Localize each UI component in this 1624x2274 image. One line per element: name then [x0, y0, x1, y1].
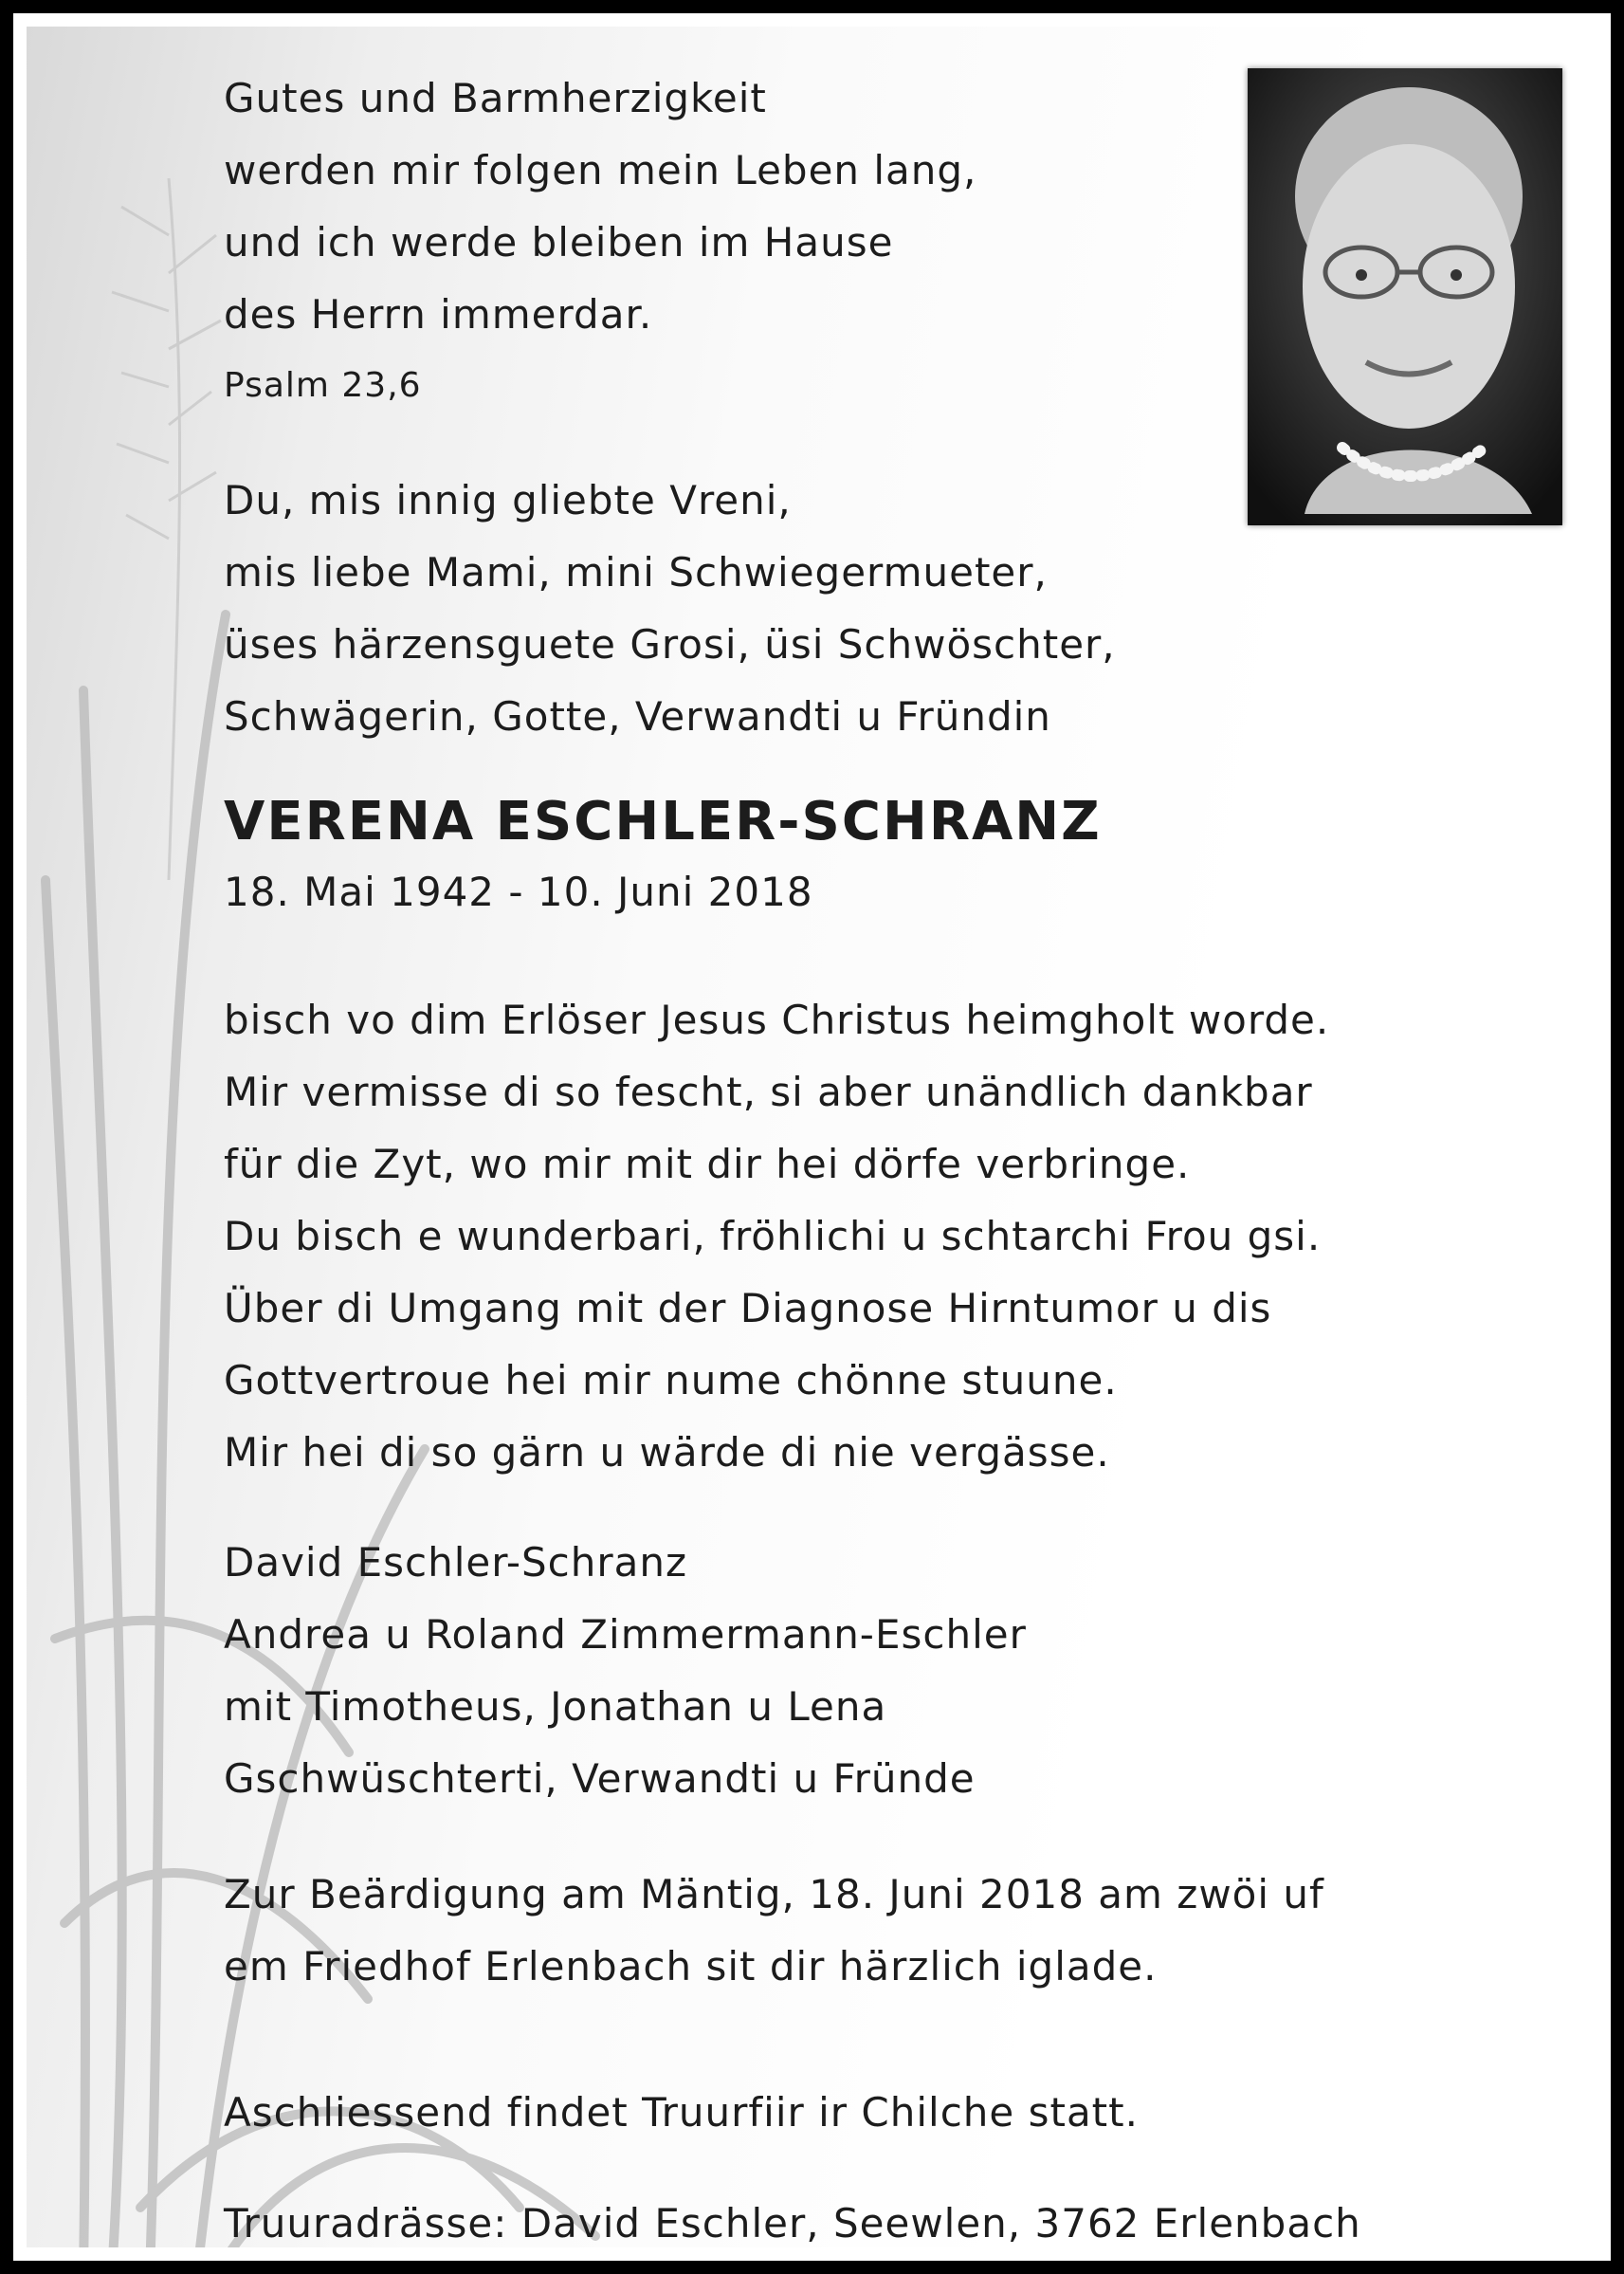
message-line: Mir hei di so gärn u wärde di nie vergässe.: [224, 1429, 1110, 1476]
message-line: für die Zyt, wo mir mit dir hei dörfe verbringe.: [224, 1141, 1191, 1187]
address-block: [224, 465, 1116, 753]
psalm-verse: [224, 63, 976, 351]
portrait-photo-icon: [1248, 68, 1562, 525]
message-line: Du bisch e wunderbari, fröhlichi u schtarchi Frou gsi.: [224, 1213, 1322, 1259]
address-line: Du, mis innig gliebte Vreni,: [224, 477, 792, 523]
message-line: bisch vo dim Erlöser Jesus Christus heimgholt worde.: [224, 997, 1330, 1043]
life-dates: 18. Mai 1942 - 10. Juni 2018: [224, 869, 813, 915]
verse-line: des Herrn immerdar.: [224, 291, 653, 338]
address-line: Schwägerin, Gotte, Verwandti u Fründin: [224, 693, 1051, 740]
service-info: Aschliessend findet Truurfiir ir Chilche statt.: [224, 2089, 1139, 2136]
address-line: mis liebe Mami, mini Schwiegermueter,: [224, 549, 1048, 596]
message-block: [224, 984, 1329, 1489]
message-line: Über di Umgang mit der Diagnose Hirntumor u dis: [224, 1285, 1272, 1331]
funeral-info: [224, 1859, 1324, 2003]
address-line: üses härzensguete Grosi, üsi Schwöschter,: [224, 621, 1116, 668]
mourners-block: [224, 1527, 1027, 1815]
verse-line: werden mir folgen mein Leben lang,: [224, 147, 977, 193]
page-background: [27, 27, 1597, 2247]
funeral-line: Zur Beärdigung am Mäntig, 18. Juni 2018 am zwöi uf: [224, 1871, 1324, 1917]
funeral-line: em Friedhof Erlenbach sit dir härzlich iglade.: [224, 1943, 1158, 1990]
mourner-line: Gschwüschterti, Verwandti u Fründe: [224, 1755, 976, 1802]
mourner-line: David Eschler-Schranz: [224, 1539, 688, 1586]
mourning-address: Truuradrässe: David Eschler, Seewlen, 3762 Erlenbach: [224, 2200, 1361, 2246]
portrait-photo: [1248, 68, 1562, 525]
mourner-line: mit Timotheus, Jonathan u Lena: [224, 1683, 887, 1730]
deceased-name: VERENA ESCHLER-SCHRANZ: [224, 791, 1102, 853]
message-line: Gottvertroue hei mir nume chönne stuune.: [224, 1357, 1118, 1403]
message-line: Mir vermisse di so fescht, si aber unändlich dankbar: [224, 1069, 1313, 1115]
psalm-reference: Psalm 23,6: [224, 366, 422, 405]
verse-line: und ich werde bleiben im Hause: [224, 219, 894, 266]
verse-line: Gutes und Barmherzigkeit: [224, 75, 767, 121]
mourner-line: Andrea u Roland Zimmermann-Eschler: [224, 1611, 1027, 1658]
